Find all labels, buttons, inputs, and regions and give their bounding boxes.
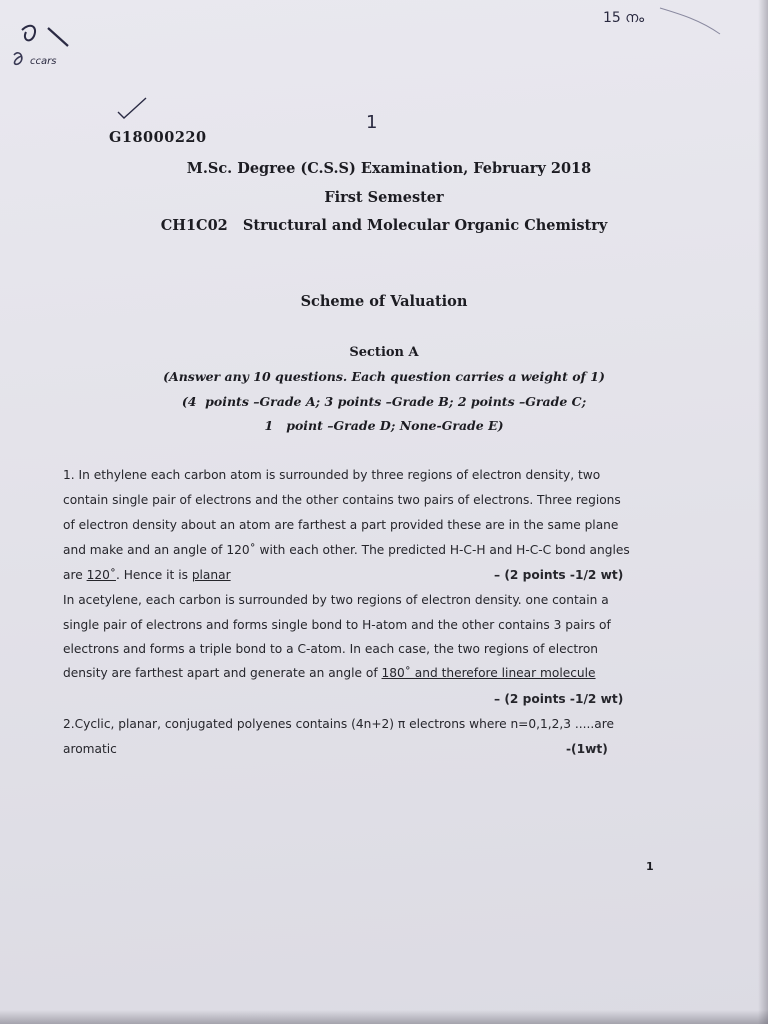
course-title: CH1C02 Structural and Molecular Organic Chemistry	[160, 217, 608, 234]
q2-line-1: 2.Cyclic, planar, conjugated polyenes contains (4n+2) π electrons where n=0,1,2,3 .....are	[63, 717, 614, 731]
page-bottom-shadow	[0, 1010, 768, 1024]
handwritten-corner-note: ccars	[30, 56, 57, 67]
q1-line-9-a: density are farthest apart and generate an angle of	[63, 666, 382, 680]
page-number: 1	[646, 860, 654, 873]
q1-line-9	[63, 666, 596, 680]
q1-line-5	[63, 568, 231, 582]
q1-line-5-a: are	[63, 568, 87, 582]
q1-line-5-c: . Hence it is	[115, 568, 192, 582]
q1-line-7: single pair of electrons and forms single bond to H-atom and the other contains 3 pairs of	[63, 618, 611, 632]
q1-line-4: and make and an angle of 120˚ with each other. The predicted H-C-H and H-C-C bond angles	[63, 543, 630, 557]
q1-linear-molecule: 180˚ and therefore linear molecule	[381, 666, 596, 680]
q2-line-2: aromatic	[63, 742, 117, 756]
q1-line-8: electrons and forms a triple bond to a C-atom. In each case, the two regions of electron	[63, 642, 599, 656]
page-edge-shadow	[758, 0, 768, 1024]
q1-planar: planar	[191, 568, 231, 582]
q1-line-2: contain single pair of electrons and the other contains two pairs of electrons. Three regions	[63, 493, 621, 507]
q1-marks-2: – (2 points -1/2 wt)	[494, 692, 624, 706]
q1-marks-1: – (2 points -1/2 wt)	[494, 568, 624, 582]
semester: First Semester	[324, 189, 444, 206]
q1-angle-120: 120˚	[86, 568, 116, 582]
paper-code: G18000220	[109, 129, 207, 146]
exam-title: M.Sc. Degree (C.S.S) Examination, February 2018	[186, 160, 592, 177]
q1-line-6: In acetylene, each carbon is surrounded by two regions of electron density. one contain a	[63, 593, 609, 607]
handwritten-number: 1	[366, 112, 378, 133]
instruction-line-3: 1 point –Grade D; None-Grade E)	[264, 418, 504, 433]
handwritten-note: 15 നം	[603, 10, 645, 26]
q2-marks: -(1wt)	[566, 742, 608, 756]
instruction-line-2: (4 points –Grade A; 3 points –Grade B; 2 points –Grade C;	[181, 394, 587, 409]
q1-line-1: 1. In ethylene each carbon atom is surrounded by three regions of electron density, two	[63, 468, 601, 482]
section-heading: Section A	[349, 345, 419, 360]
scheme-heading: Scheme of Valuation	[300, 293, 468, 310]
instruction-line-1: (Answer any 10 questions. Each question carries a weight of 1)	[163, 369, 605, 384]
q1-line-3: of electron density about an atom are farthest a part provided these are in the same plane	[63, 518, 619, 532]
